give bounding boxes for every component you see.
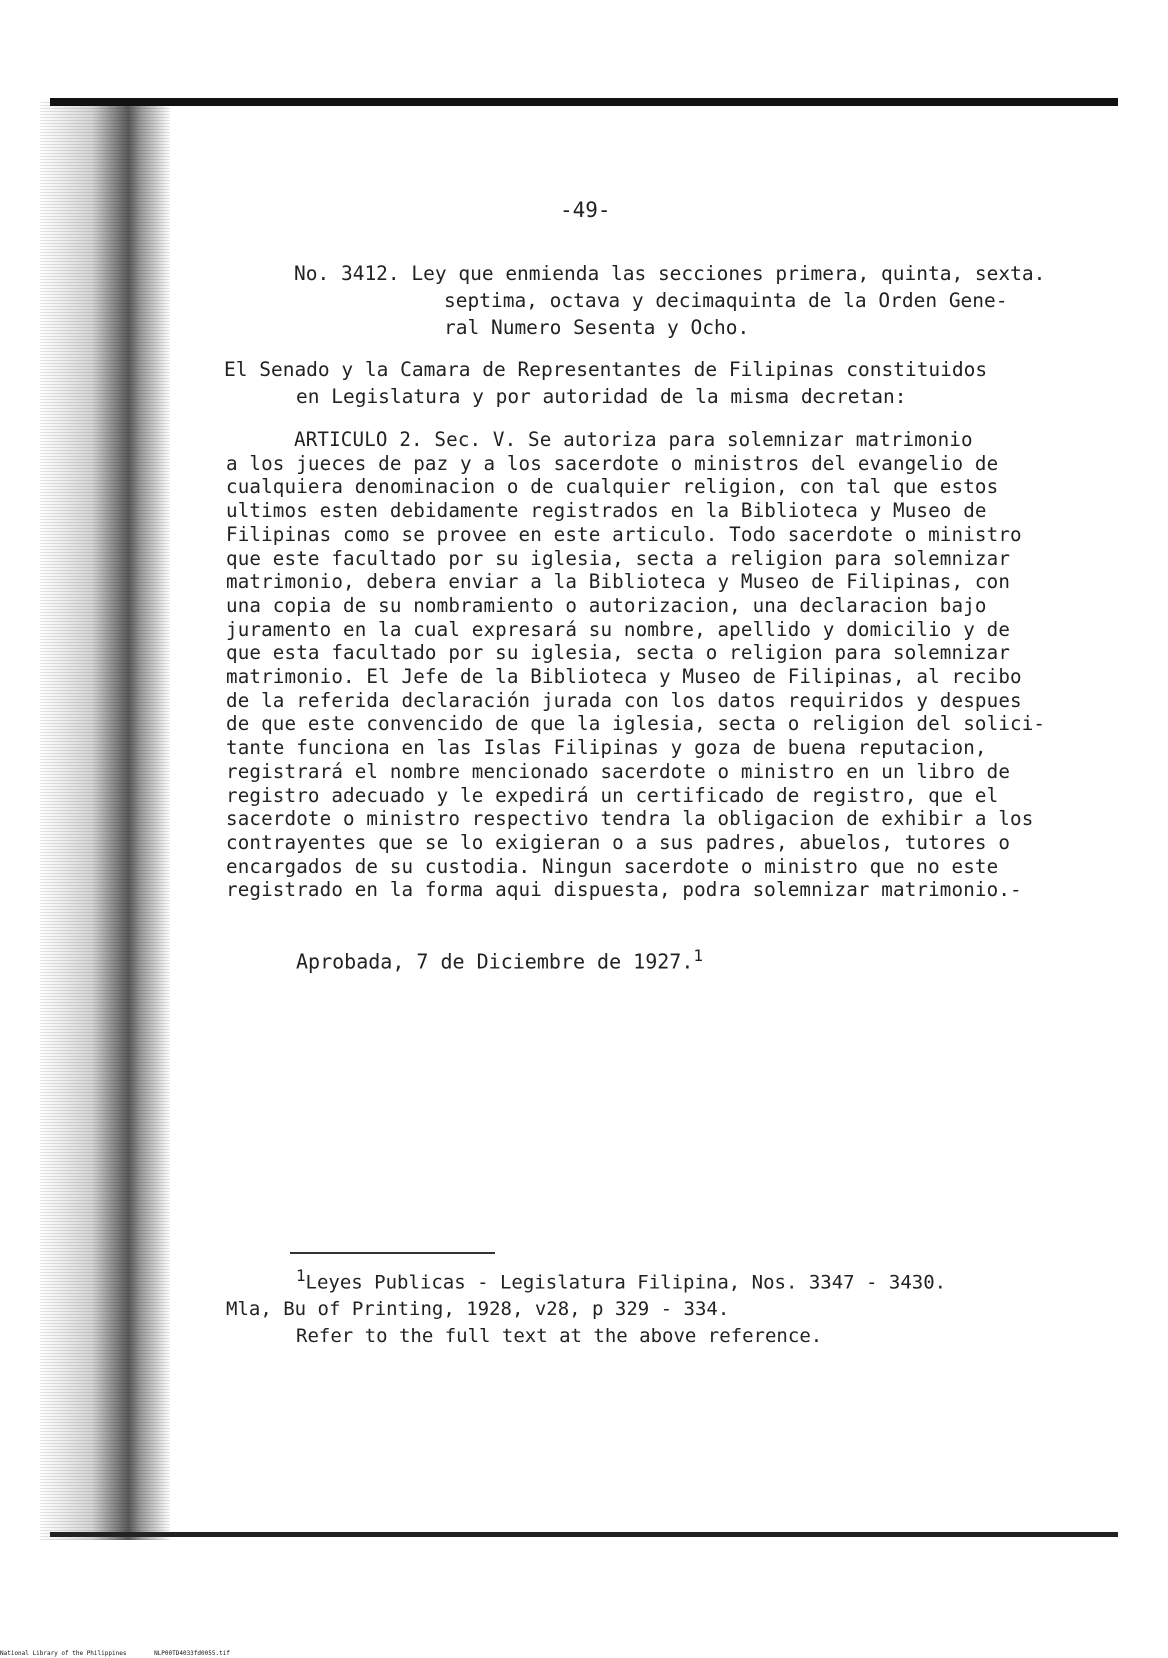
law-title bbox=[294, 260, 1094, 341]
article-line: que esta facultado por su iglesia, secta o religion para solemnizar bbox=[226, 641, 1011, 665]
article-line: que este facultado por su iglesia, secta a religion para solemnizar bbox=[226, 546, 1011, 570]
article-line: Filipinas como se provee en este articulo. Todo sacerdote o ministro bbox=[226, 522, 1022, 546]
article-line: a los jueces de paz y a los sacerdote o ministros del evangelio de bbox=[226, 451, 999, 475]
law-title-line: No. 3412. Ley que enmienda las secciones primera, quinta, sexta. bbox=[294, 262, 1046, 285]
footer-source: National Library of the Philippines bbox=[0, 1650, 127, 1657]
article-body bbox=[226, 428, 1116, 902]
top-border-rule bbox=[50, 98, 1118, 106]
article-line: tante funciona en las Islas Filipinas y goza de buena reputacion, bbox=[226, 736, 987, 760]
enacting-clause bbox=[224, 356, 1094, 410]
approval-date bbox=[296, 946, 703, 974]
page-number: -49- bbox=[560, 198, 611, 222]
footer-file: NLP00TD4033fd0055.tif bbox=[154, 1650, 230, 1657]
footnote bbox=[226, 1262, 1096, 1350]
article-line: matrimonio, debera enviar a la Biblioteca y Museo de Filipinas, con bbox=[226, 570, 1011, 594]
enacting-line: El Senado y la Camara de Representantes de Filipinas constituidos bbox=[224, 358, 988, 381]
article-line: registrará el nombre mencionado sacerdote o ministro en un libro de bbox=[226, 759, 1011, 783]
bottom-border-rule bbox=[50, 1532, 1118, 1537]
enacting-line: en Legislatura y por autoridad de la misma decretan: bbox=[296, 385, 907, 408]
law-title-line: ral Numero Sesenta y Ocho. bbox=[444, 316, 750, 339]
footnote-divider bbox=[290, 1252, 495, 1254]
footnote-line bbox=[226, 1262, 1096, 1296]
scan-footer bbox=[0, 1650, 254, 1657]
footnote-line: Refer to the full text at the above reference. bbox=[296, 1325, 823, 1348]
article-line: registrado en la forma aqui dispuesta, podra solemnizar matrimonio.- bbox=[226, 878, 1022, 902]
article-line: ARTICULO 2. Sec. V. Se autoriza para solemnizar matrimonio bbox=[294, 428, 973, 451]
article-line: sacerdote o ministro respectivo tendra la obligacion de exhibir a los bbox=[226, 807, 1034, 831]
article-line: de que este convencido de que la iglesia, secta o religion del solici- bbox=[226, 712, 1046, 736]
article-line: juramento en la cual expresará su nombre, apellido y domicilio y de bbox=[226, 617, 1011, 641]
footnote-reference: 1 bbox=[693, 946, 703, 965]
article-line: encargados de su custodia. Ningun sacerdote o ministro que no este bbox=[226, 854, 999, 878]
article-line: registro adecuado y le expedirá un certificado de registro, que el bbox=[226, 783, 999, 807]
footnote-mark: 1 bbox=[296, 1266, 306, 1285]
article-line: cualquiera denominacion o de cualquier religion, con tal que estos bbox=[226, 475, 999, 499]
law-title-line: septima, octava y decimaquinta de la Orden Gene- bbox=[444, 289, 1008, 312]
article-line: una copia de su nombramiento o autorizacion, una declaracion bajo bbox=[226, 593, 987, 617]
footnote-text: Leyes Publicas - Legislatura Filipina, Nos. 3347 - 3430. bbox=[305, 1271, 947, 1294]
article-line: contrayentes que se lo exigieran o a sus padres, abuelos, tutores o bbox=[226, 830, 1011, 854]
approval-text: Aprobada, 7 de Diciembre de 1927. bbox=[296, 949, 694, 974]
scan-binding-shadow bbox=[40, 100, 170, 1540]
footnote-line: Mla, Bu of Printing, 1928, v28, p 329 - 334. bbox=[226, 1298, 730, 1321]
article-line: de la referida declaración jurada con los datos requiridos y despues bbox=[226, 688, 1022, 712]
article-line: ultimos esten debidamente registrados en la Biblioteca y Museo de bbox=[226, 499, 987, 523]
article-line: matrimonio. El Jefe de la Biblioteca y Museo de Filipinas, al recibo bbox=[226, 665, 1022, 689]
